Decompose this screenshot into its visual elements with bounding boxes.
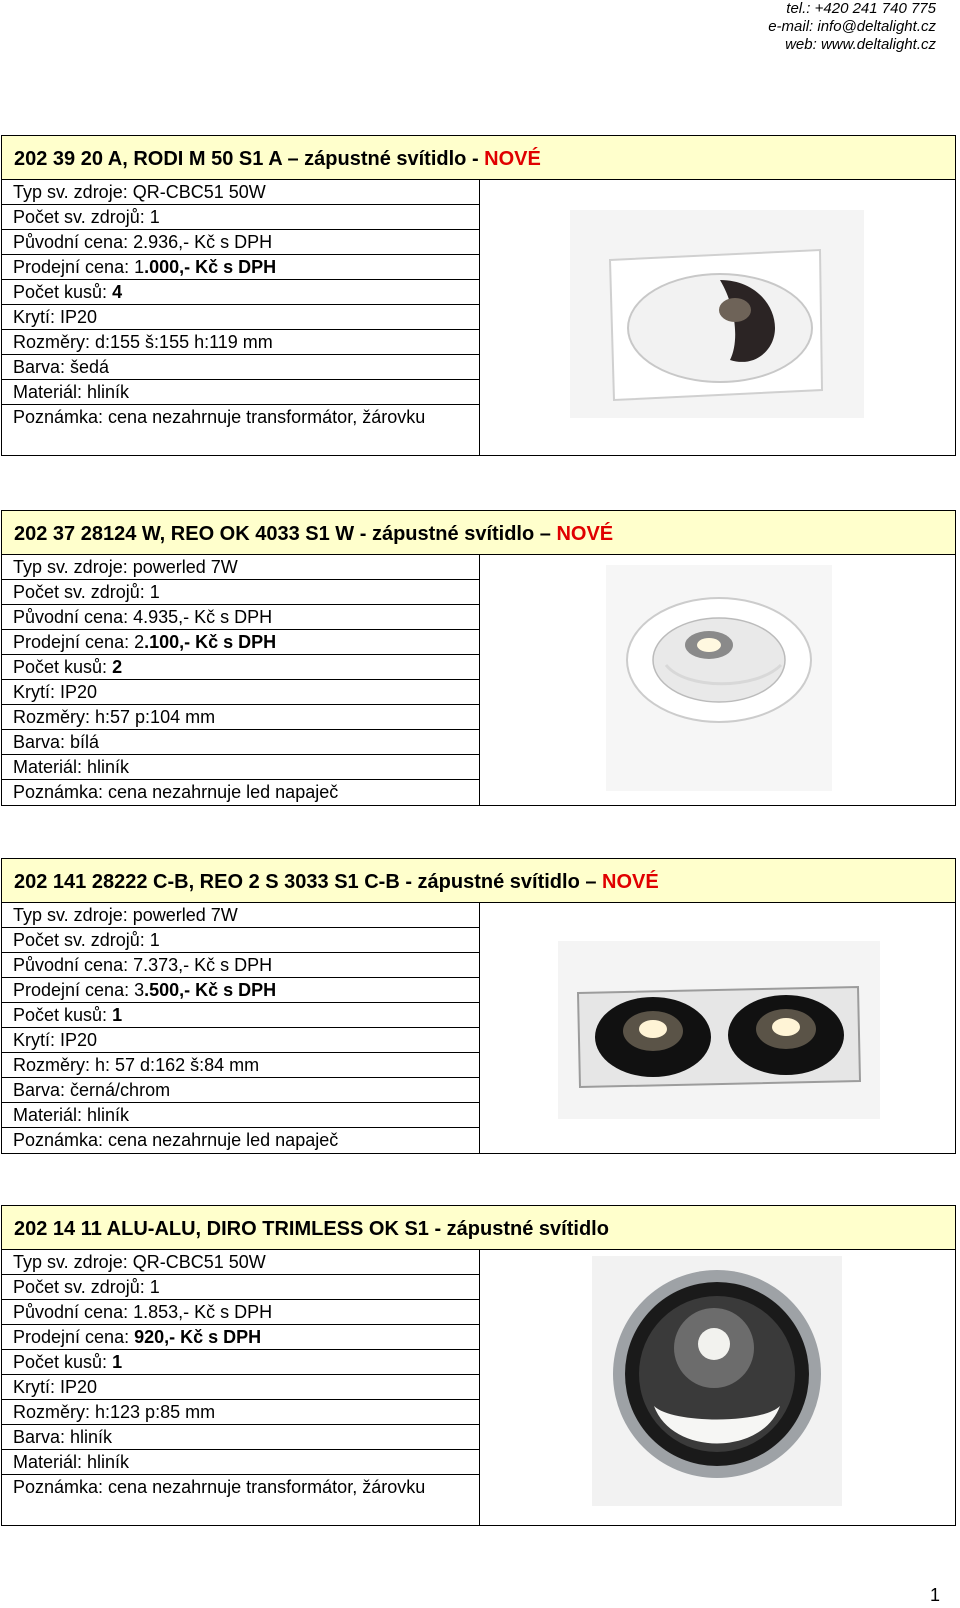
prop-row: Počet kusů: 2 (2, 655, 479, 680)
product-props (2, 180, 480, 455)
product-card (1, 1205, 956, 1526)
prop-row: Prodejní cena: 2.100,- Kč s DPH (2, 630, 479, 655)
prop-row: Počet sv. zdrojů: 1 (2, 1275, 479, 1300)
prop-row: Krytí: IP20 (2, 680, 479, 705)
prop-row: Počet sv. zdrojů: 1 (2, 580, 479, 605)
prop-row: Počet kusů: 1 (2, 1350, 479, 1375)
contact-web: web: www.deltalight.cz (785, 36, 936, 53)
prop-row: Poznámka: cena nezahrnuje transformátor, žárovku (13, 407, 426, 427)
prop-row: Krytí: IP20 (2, 1375, 479, 1400)
product-card (1, 858, 956, 1154)
product-card (1, 135, 956, 456)
prop-row: Původní cena: 7.373,- Kč s DPH (2, 953, 479, 978)
prop-row: Poznámka: cena nezahrnuje led napaječ (13, 1130, 339, 1150)
prop-row: Rozměry: h:123 p:85 mm (2, 1400, 479, 1425)
contact-block (768, 0, 936, 54)
new-badge: NOVÉ (484, 148, 541, 170)
product-title: 202 37 28124 W, REO OK 4033 S1 W - zápustné svítidlo – NOVÉ (2, 511, 955, 555)
product-card (1, 510, 956, 806)
prop-row: Materiál: hliník (2, 1103, 479, 1128)
prop-row: Původní cena: 4.935,- Kč s DPH (2, 605, 479, 630)
contact-tel: tel.: +420 241 740 775 (786, 0, 936, 17)
prop-row: Poznámka: cena nezahrnuje led napaječ (13, 782, 339, 802)
prop-row: Prodejní cena: 3.500,- Kč s DPH (2, 978, 479, 1003)
prop-row: Rozměry: h:57 p:104 mm (2, 705, 479, 730)
product-title: 202 14 11 ALU-ALU, DIRO TRIMLESS OK S1 - zápustné svítidlo (2, 1206, 955, 1250)
product-photo (570, 210, 864, 418)
prop-row: Barva: bílá (2, 730, 479, 755)
square-downlight-image (570, 210, 864, 418)
product-props (2, 555, 480, 805)
prop-row: Materiál: hliník (2, 755, 479, 780)
product-photo (558, 941, 880, 1119)
prop-row: Typ sv. zdroje: QR-CBC51 50W (2, 1250, 479, 1275)
prop-row: Materiál: hliník (2, 380, 479, 405)
product-photo (592, 1256, 842, 1506)
prop-row: Původní cena: 2.936,- Kč s DPH (2, 230, 479, 255)
prop-row: Typ sv. zdroje: powerled 7W (2, 903, 479, 928)
prop-row: Počet kusů: 4 (2, 280, 479, 305)
product-photo (606, 565, 832, 791)
double-downlight-image (558, 941, 880, 1119)
prop-row: Rozměry: d:155 š:155 h:119 mm (2, 330, 479, 355)
product-title: 202 141 28222 C-B, REO 2 S 3033 S1 C-B - zápustné svítidlo – NOVÉ (2, 859, 955, 903)
prop-row: Počet sv. zdrojů: 1 (2, 928, 479, 953)
contact-email: e-mail: info@deltalight.cz (768, 18, 936, 35)
product-props (2, 1250, 480, 1525)
prop-row: Prodejní cena: 920,- Kč s DPH (2, 1325, 479, 1350)
product-title: 202 39 20 A, RODI M 50 S1 A – zápustné svítidlo - NOVÉ (2, 136, 955, 180)
prop-row: Typ sv. zdroje: QR-CBC51 50W (2, 180, 479, 205)
page-number: 1 (929, 1585, 940, 1605)
prop-row: Počet kusů: 1 (2, 1003, 479, 1028)
prop-row: Původní cena: 1.853,- Kč s DPH (2, 1300, 479, 1325)
prop-row: Typ sv. zdroje: powerled 7W (2, 555, 479, 580)
prop-row: Materiál: hliník (2, 1450, 479, 1475)
prop-row: Barva: šedá (2, 355, 479, 380)
prop-row: Barva: černá/chrom (2, 1078, 479, 1103)
prop-row: Poznámka: cena nezahrnuje transformátor, žárovku (13, 1477, 426, 1497)
prop-row: Krytí: IP20 (2, 305, 479, 330)
prop-row: Krytí: IP20 (2, 1028, 479, 1053)
prop-row: Počet sv. zdrojů: 1 (2, 205, 479, 230)
prop-row: Prodejní cena: 1.000,- Kč s DPH (2, 255, 479, 280)
prop-row: Rozměry: h: 57 d:162 š:84 mm (2, 1053, 479, 1078)
product-props (2, 903, 480, 1153)
round-downlight-image (606, 565, 832, 791)
new-badge: NOVÉ (556, 523, 614, 545)
trimless-downlight-image (592, 1256, 842, 1506)
new-badge: NOVÉ (602, 871, 659, 893)
prop-row: Barva: hliník (2, 1425, 479, 1450)
